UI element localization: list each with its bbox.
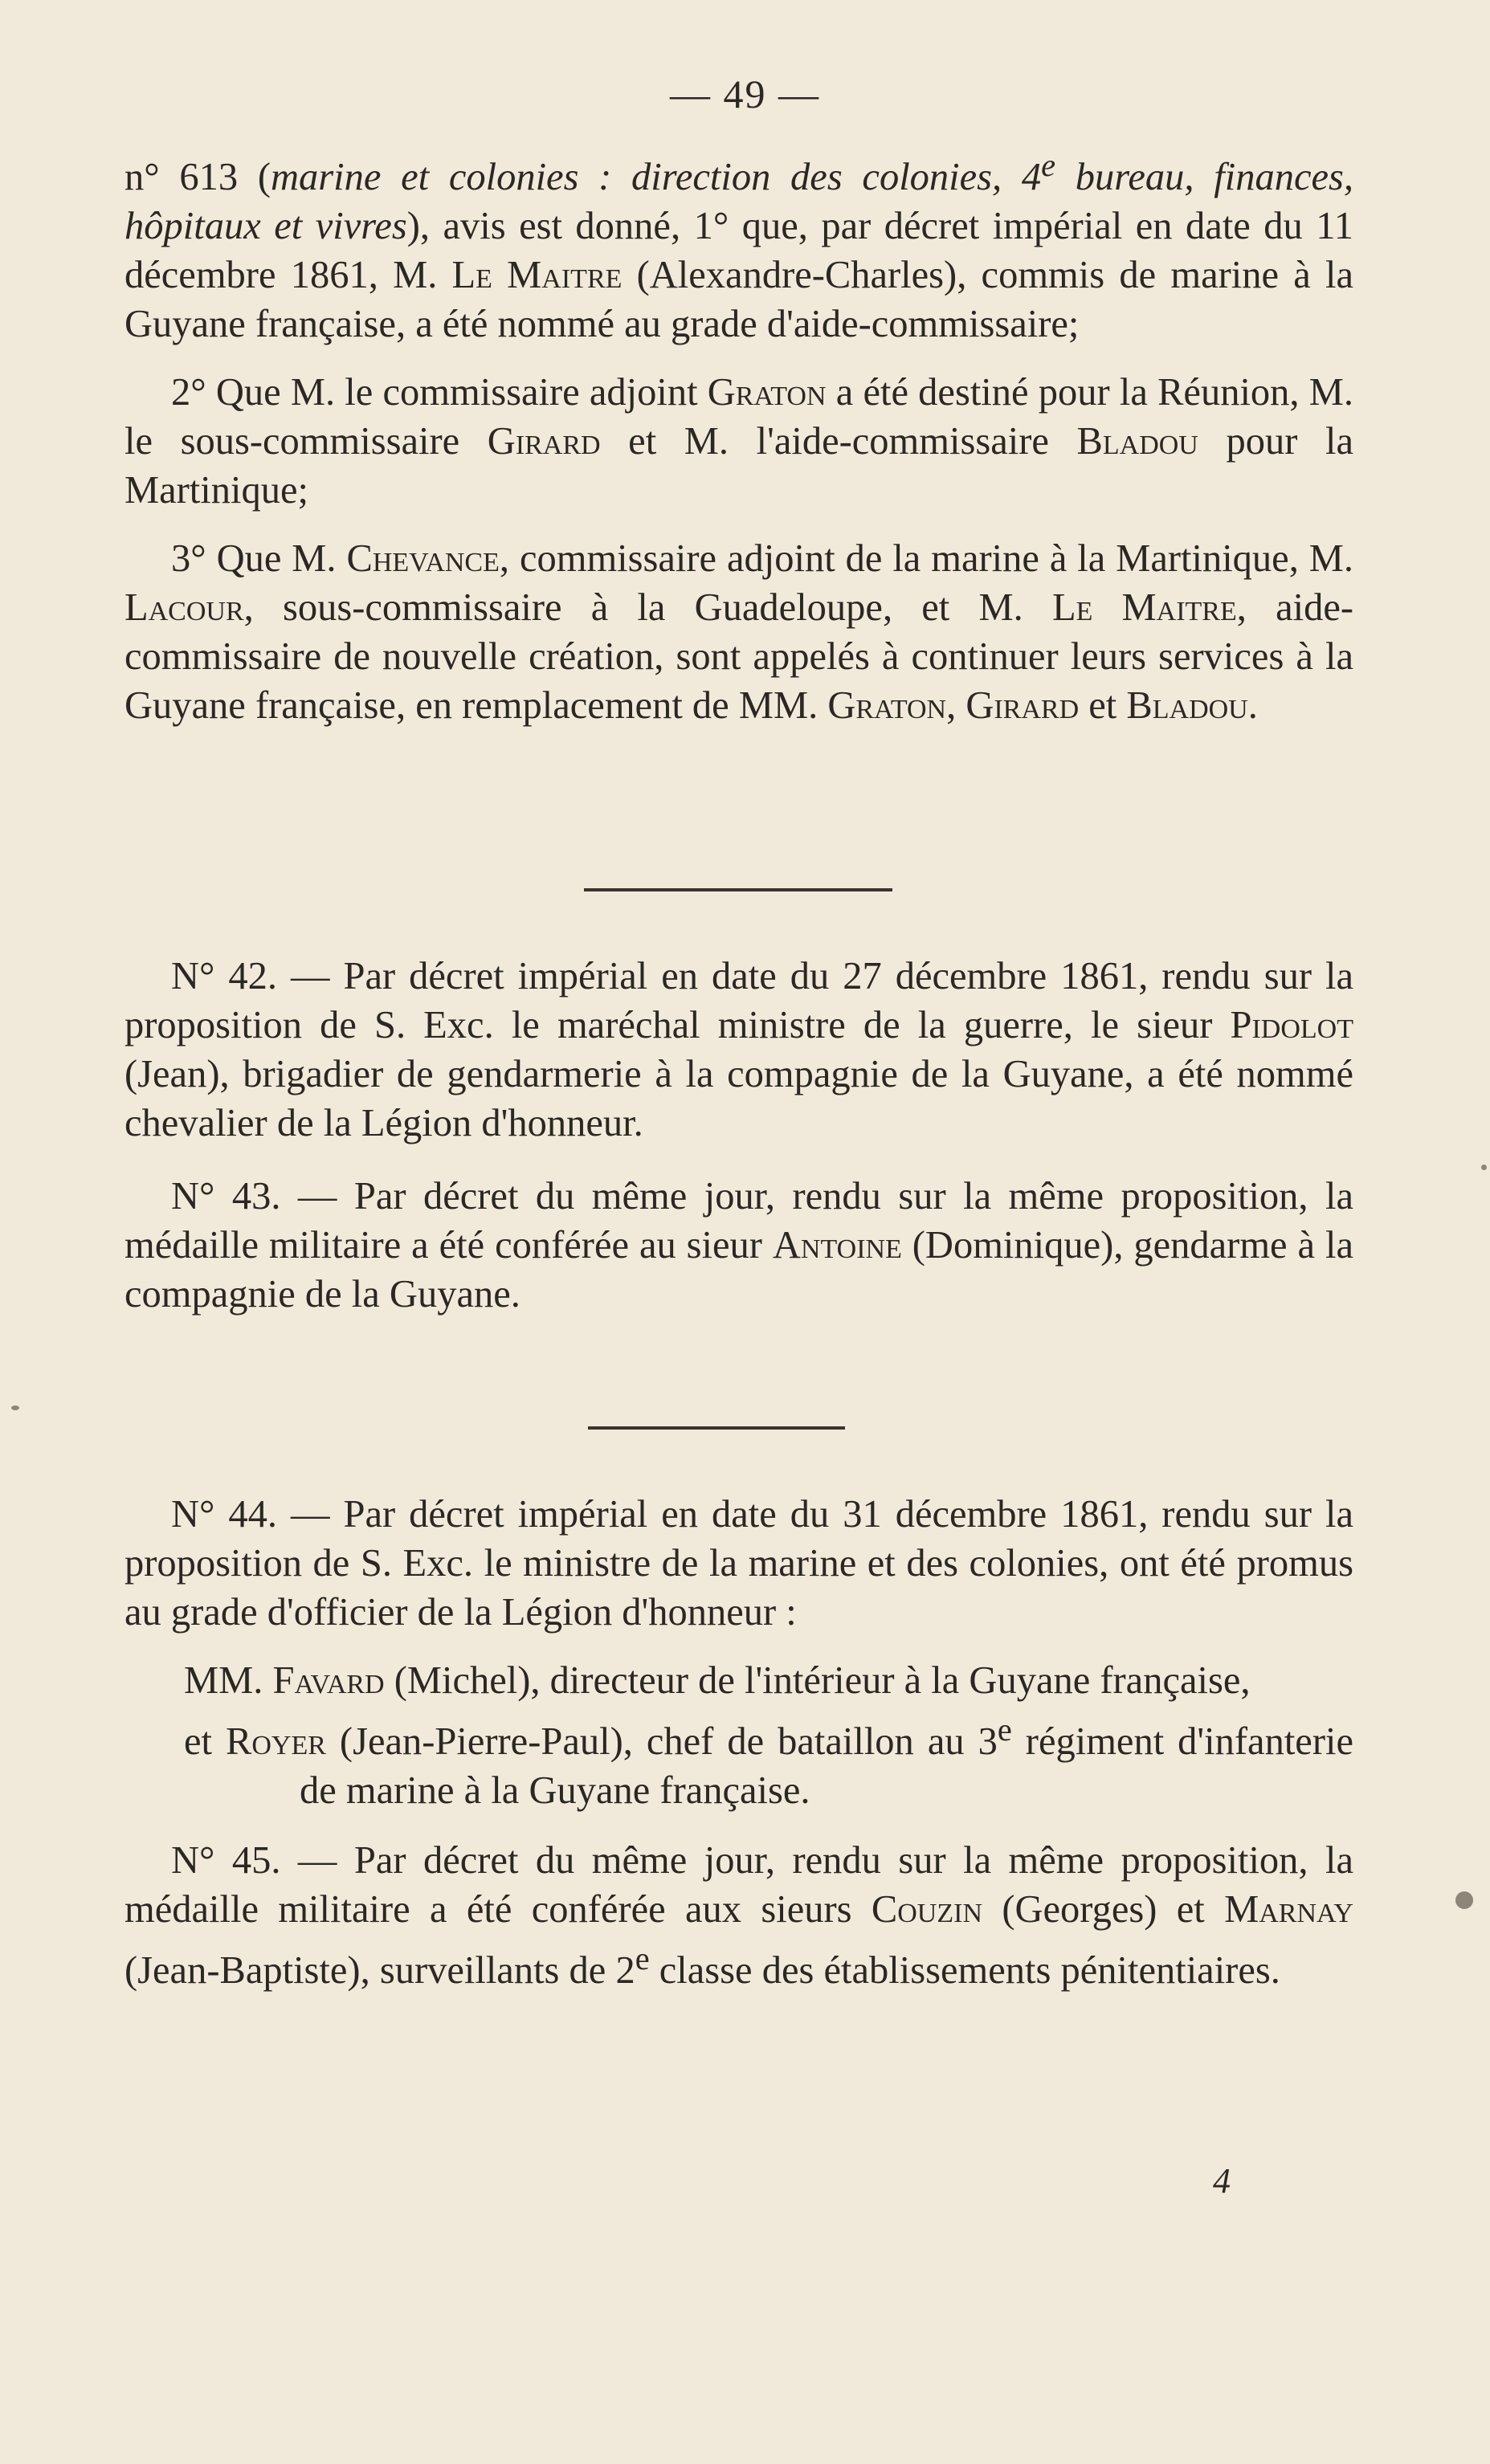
decree-43: N° 43. — Par décret du même jour, rendu sur la même proposition, la médaille militaire a été conférée au sieur Antoine (Dominique), gendarme à la compagnie de la Guyane. xyxy=(125,1175,1353,1316)
ink-speck xyxy=(1455,1891,1473,1909)
signature-mark: 4 xyxy=(1213,2161,1231,2201)
nomination-entry: et Royer (Jean-Pierre-Paul), chef de bataillon au 3e régiment d'infanterie de marine à la Guyane française. xyxy=(184,1711,1353,1813)
section-divider xyxy=(588,1426,845,1430)
nomination-list xyxy=(125,1656,1353,1815)
top-block xyxy=(125,141,1353,730)
nomination-entry: MM. Favard (Michel), directeur de l'intérieur à la Guyane française, xyxy=(184,1659,1251,1702)
ink-speck xyxy=(1481,1165,1487,1170)
decree-45: N° 45. — Par décret du même jour, rendu sur la même proposition, la médaille militaire a été conférée aux sieurs Couzin (Georges) et Marnay (Jean-Baptiste), surveillants de 2e classe des établissements pénitentiaires. xyxy=(125,1839,1353,1993)
ink-speck xyxy=(11,1405,19,1410)
paragraph-destinations: 2° Que M. le commissaire adjoint Graton a été destiné pour la Réunion, M. le sous-commissaire Girard et M. l'aide-commissaire Bladou pour la Martinique; xyxy=(125,371,1354,512)
decrees-44-45 xyxy=(125,1490,1353,1995)
paragraph-transfers: 3° Que M. Chevance, commissaire adjoint de la marine à la Martinique, M. Lacour, sous-commissaire à la Guadeloupe, et M. Le Maitre, aide-commissaire de nouvelle création, sont appelés à continuer leurs services à la Guyane française, en remplacement de MM. Graton, Girard et Bladou. xyxy=(125,537,1354,728)
decree-44: N° 44. — Par décret impérial en date du 31 décembre 1861, rendu sur la proposition de S. Exc. le ministre de la marine et des colonies, ont été promus au grade d'officier de la Légion d'honneur : xyxy=(125,1493,1353,1634)
section-divider xyxy=(584,888,892,891)
decrees-42-43 xyxy=(125,952,1353,1319)
page-number: — 49 — xyxy=(670,71,820,116)
decree-42: N° 42. — Par décret impérial en date du 27 décembre 1861, rendu sur la proposition de S. Exc. le maréchal ministre de la guerre, le sieur Pidolot (Jean), brigadier de gendarmerie à la compagnie de la Guyane, a été nommé chevalier de la Légion d'honneur. xyxy=(125,955,1353,1144)
paragraph-appointment: n° 613 (marine et colonies : direction des colonies, 4e bureau, finances, hôpitaux et vivres), avis est donné, 1° que, par décret impérial en date du 11 décembre 1861, M. Le Maitre (Alexandre-Charles), commis de marine à la Guyane française, a été nommé au grade d'aide-commissaire; xyxy=(125,147,1354,346)
